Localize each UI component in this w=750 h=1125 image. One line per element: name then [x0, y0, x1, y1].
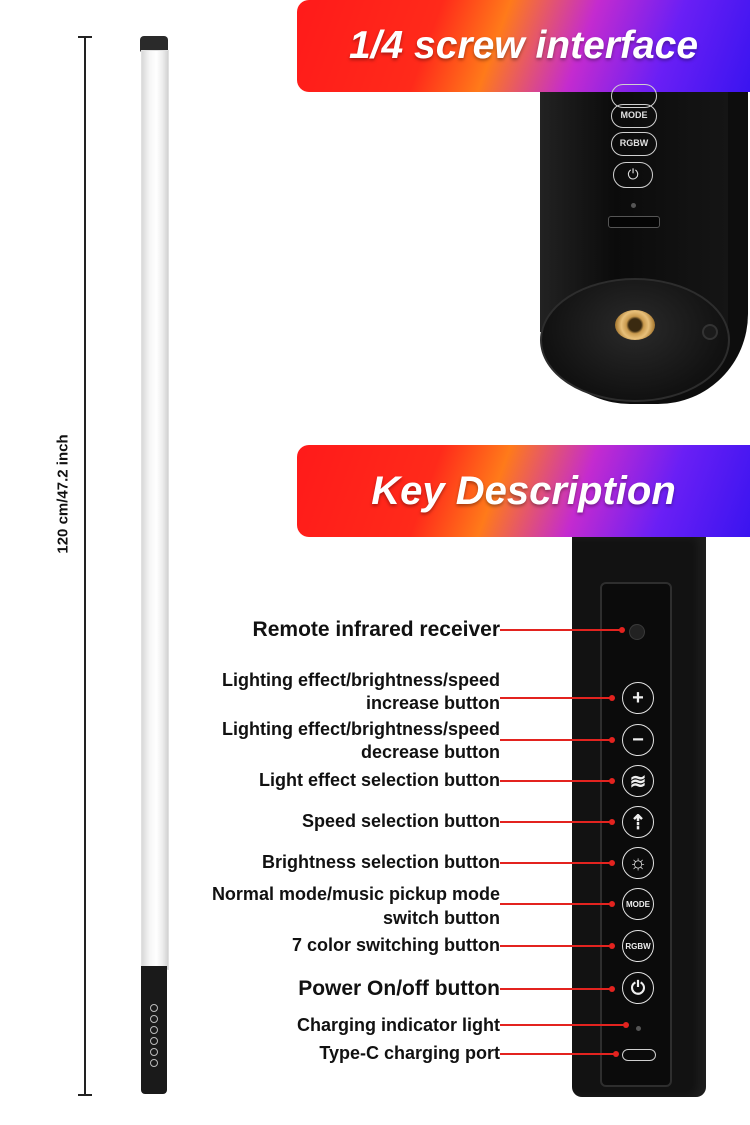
ir-receiver-icon [629, 624, 645, 640]
label-decrease-line1: Lighting effect/brightness/speed [221, 719, 500, 739]
usb-c-port-icon [622, 1049, 656, 1061]
ir-sensor-dot [702, 324, 718, 340]
dimension-label: 120 cm/47.2 inch [54, 434, 72, 554]
label-increase-line2: increase button [365, 693, 500, 713]
mini-button [150, 1004, 158, 1012]
screw-interface-title: 1/4 screw interface [348, 24, 699, 67]
wave-icon: ≋ [622, 765, 654, 797]
power-icon: ⏻ [622, 972, 654, 1004]
label-power: Power On/off button [298, 977, 500, 1000]
tube-handle [141, 966, 167, 1094]
leader-decrease [500, 739, 612, 741]
button-panel [600, 582, 672, 1087]
leader-type-c [500, 1053, 616, 1055]
leader-increase [500, 697, 612, 699]
handle-end-photo [540, 92, 748, 404]
leader-speed [500, 821, 612, 823]
leader-charging-led [500, 1024, 626, 1026]
mini-button [150, 1026, 158, 1034]
handle-end-face [540, 278, 730, 402]
dimension-cap-top [78, 36, 92, 38]
screw-hole-icon [615, 310, 655, 340]
label-type-c: Type-C charging port [319, 1043, 500, 1063]
tube-light-body [141, 50, 169, 970]
rgbw-button-photo: RGBW [611, 132, 657, 156]
label-color: 7 color switching button [292, 935, 500, 955]
label-speed: Speed selection button [301, 811, 500, 831]
leader-mode [500, 903, 612, 905]
label-effect: Light effect selection button [259, 770, 500, 790]
mode-button-icon: MODE [622, 888, 654, 920]
leader-color [500, 945, 612, 947]
leader-power [500, 988, 612, 990]
charging-led-icon [636, 1026, 641, 1031]
usb-slot [608, 216, 660, 228]
power-button-photo: ⏻ [613, 162, 653, 188]
indicator-dot [631, 203, 636, 208]
mini-button [150, 1037, 158, 1045]
label-remote-ir: Remote infrared receiver [252, 618, 500, 641]
leader-effect [500, 780, 612, 782]
label-mode-line1: Normal mode/music pickup mode [211, 884, 500, 904]
minus-icon: − [622, 724, 654, 756]
label-increase-line1: Lighting effect/brightness/speed [221, 670, 500, 690]
sun-icon: ☼ [622, 847, 654, 879]
handle-key-panel-photo [572, 537, 706, 1097]
leader-brightness [500, 862, 612, 864]
dimension-line [84, 37, 86, 1095]
screw-interface-banner [297, 0, 750, 92]
speed-icon: ⇡ [622, 806, 654, 838]
dimension-cap-bottom [78, 1094, 92, 1096]
label-brightness: Brightness selection button [261, 852, 500, 872]
label-decrease-line2: decrease button [360, 742, 500, 762]
leader-remote-ir [500, 629, 622, 631]
key-description-banner [297, 445, 750, 537]
label-charging-led: Charging indicator light [297, 1015, 500, 1035]
mini-button [150, 1059, 158, 1067]
mini-button [150, 1048, 158, 1056]
label-mode-line2: switch button [383, 908, 500, 928]
rgbw-button-icon: RGBW [622, 930, 654, 962]
mode-button-photo: MODE [611, 104, 657, 128]
key-description-title: Key Description [371, 468, 676, 513]
plus-icon: + [622, 682, 654, 714]
mini-button [150, 1015, 158, 1023]
